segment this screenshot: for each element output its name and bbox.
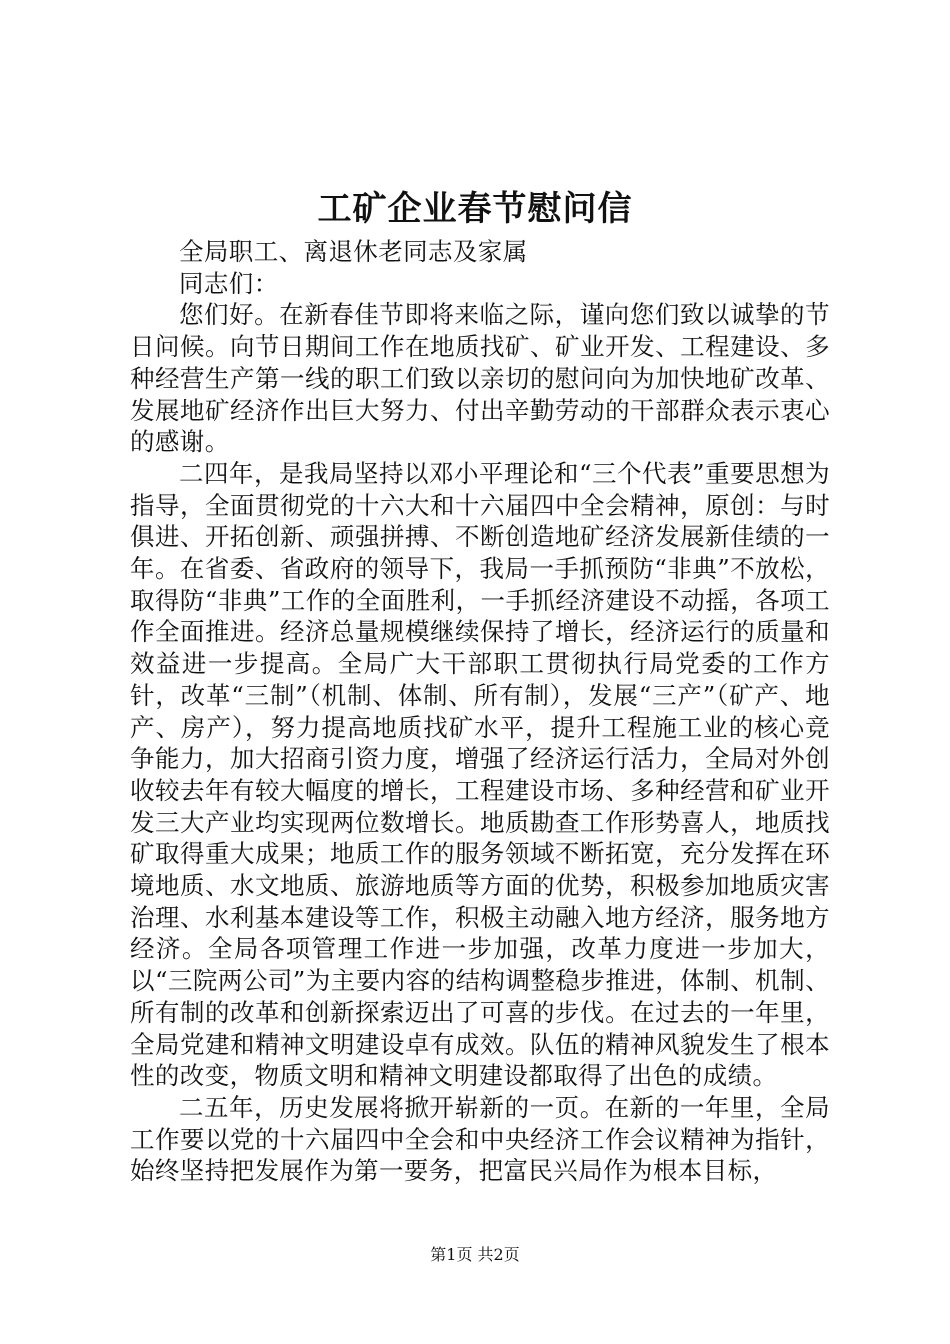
paragraph-2: 二四年，是我局坚持以邓小平理论和“三个代表”重要思想为指导，全面贯彻党的十六大和十六届四中全会精神，原创：与时俱进、开拓创新、顽强拼搏、不断创造地矿经济发展新佳绩的一年。在省委、省政府的领导下，我局一手抓预防“非典”不放松，取得防“非典”工作的全面胜利，一手抓经济建设不动摇，各项工作全面推进。经济总量规模继续保持了增长，经济运行的质量和效益进一步提高。全局广大干部职工贯彻执行局党委的工作方针，改革“三制”（机制、体制、所有制），发展“三产”（矿产、地产、房产），努力提高地质找矿水平，提升工程施工业的核心竞争能力，加大招商引资力度，增强了经济运行活力，全局对外创收较去年有较大幅度的增长，工程建设市场、多种经营和矿业开发三大产业均实现两位数增长。地质勘查工作形势喜人，地质找矿取得重大成果；地质工作的服务领域不断拓宽，充分发挥在环境地质、水文地质、旅游地质等方面的优势，积极参加地质灾害治理、水利基本建设等工作，积极主动融入地方经济，服务地方经济。全局各项管理工作进一步加强，改革力度进一步加大，以“三院两公司”为主要内容的结构调整稳步推进，体制、机制、所有制的改革和创新探索迈出了可喜的步伐。在过去的一年里，全局党建和精神文明建设卓有成效。队伍的精神风貌发生了根本性的改变，物质文明和精神文明建设都取得了出色的成绩。: [130, 458, 830, 1091]
paragraph-1: 您们好。在新春佳节即将来临之际，谨向您们致以诚挚的节日问候。向节日期间工作在地质找矿、矿业开发、工程建设、多种经营生产第一线的职工们致以亲切的慰问向为加快地矿改革、发展地矿经济作出巨大努力、付出辛勤劳动的干部群众表示衷心的感谢。: [130, 300, 830, 457]
greeting: 同志们：: [179, 268, 279, 298]
document-body: [130, 236, 830, 1187]
paragraph-3: 二五年，历史发展将掀开崭新的一页。在新的一年里，全局工作要以党的十六届四中全会和中央经济工作会议精神为指针，始终坚持把发展作为第一要务，把富民兴局作为根本目标，: [130, 1092, 830, 1186]
salutation: 全局职工、离退休老同志及家属: [179, 237, 528, 266]
page-number-footer: 第1页 共2页: [430, 1245, 520, 1264]
document-title: 工矿企业春节慰问信: [317, 189, 633, 229]
